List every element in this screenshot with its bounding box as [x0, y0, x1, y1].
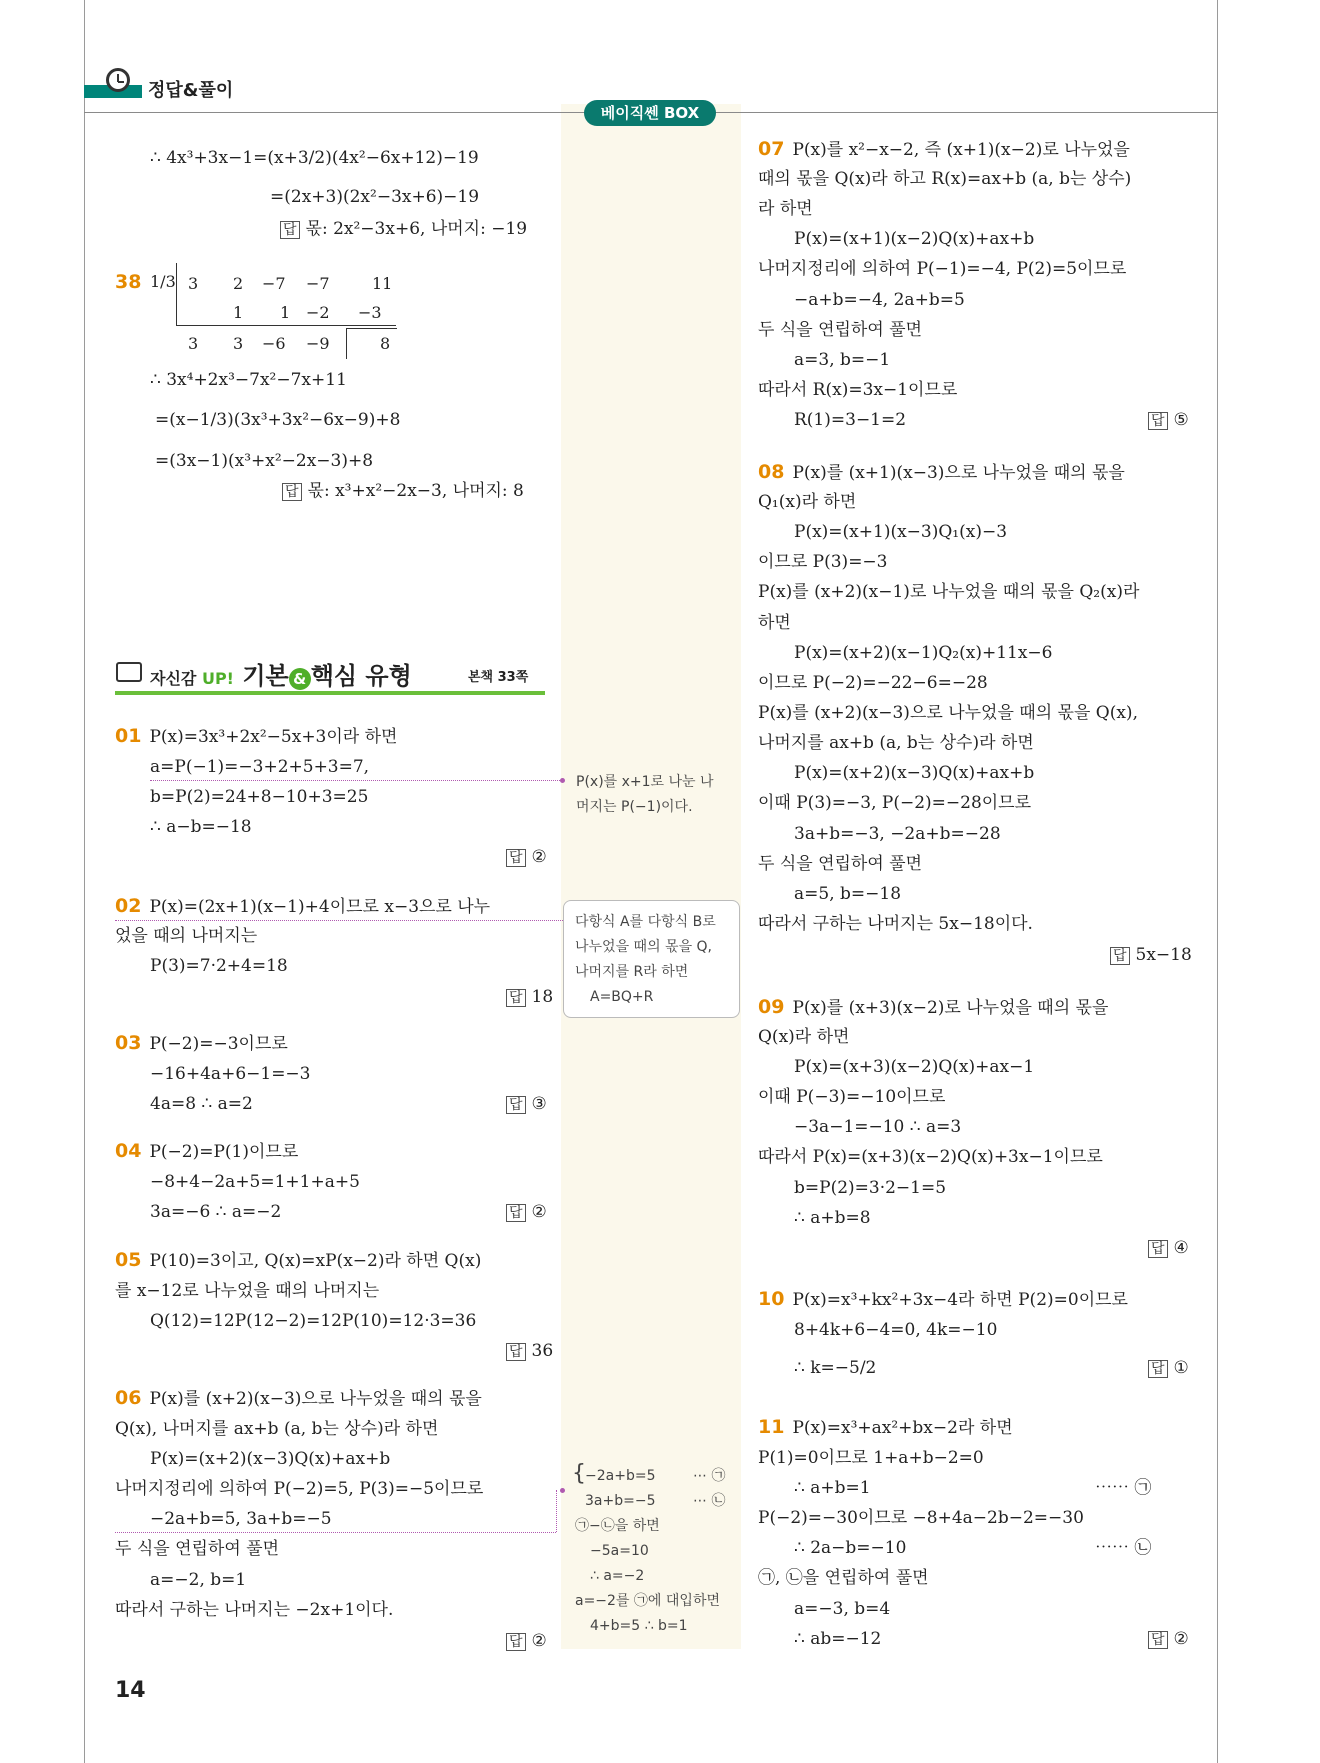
p01-line4: ∴ a−b=−18 [150, 817, 252, 837]
p06-line6: 두 식을 연립하여 풀면 [115, 1539, 280, 1559]
p37-answer: 답 몫: 2x²−3x+6, 나머지: −19 [280, 218, 527, 241]
answer-icon: 답 [506, 1096, 526, 1114]
brace-icon: { [572, 1461, 586, 1486]
p06-line4: 나머지정리에 의하여 P(−2)=5, P(3)=−5이므로 [115, 1479, 484, 1499]
p07-line4: P(x)=(x+1)(x−2)Q(x)+ax+b [794, 229, 1035, 249]
p38-line2: =(x−1/3)(3x³+3x²−6x−9)+8 [155, 410, 401, 430]
note3-eq1: −2a+b=5 [585, 1468, 656, 1484]
p06-line1: 06 P(x)를 (x+2)(x−3)으로 나누었을 때의 몫을 [115, 1387, 482, 1409]
p11-line7: a=−3, b=4 [794, 1599, 891, 1619]
syn-vertical-rule [176, 263, 177, 325]
p04-answer: 답 ② [506, 1201, 547, 1224]
note2-line3: 나머지를 R라 하면 [575, 964, 689, 980]
p08-line3: P(x)=(x+1)(x−3)Q₁(x)−3 [794, 522, 1008, 542]
p05-answer: 답 36 [506, 1340, 553, 1363]
p11-line3: ∴ a+b=1 [794, 1478, 871, 1498]
p07-line6: −a+b=−4, 2a+b=5 [794, 290, 965, 310]
p11-line6: ㉠, ㉡을 연립하여 풀면 [758, 1568, 929, 1588]
note2-line4: A=BQ+R [590, 989, 654, 1005]
megaphone-icon [116, 662, 142, 682]
note1-leader [150, 780, 560, 782]
p08-line10: 나머지를 ax+b (a, b는 상수)라 하면 [758, 733, 1034, 753]
note3-line3: ㉠−㉡을 하면 [575, 1518, 660, 1534]
answer-icon: 답 [282, 483, 302, 501]
p02-line3: P(3)=7·2+4=18 [150, 956, 288, 976]
p01-answer: 답 ② [506, 846, 547, 869]
p07-line9: 따라서 R(x)=3x−1이므로 [758, 380, 958, 400]
answer-icon: 답 [506, 1633, 526, 1651]
answer-icon: 답 [1148, 412, 1168, 430]
p07-line5: 나머지정리에 의하여 P(−1)=−4, P(2)=5이므로 [758, 259, 1127, 279]
p09-answer: 답 ④ [1148, 1237, 1189, 1260]
p11-line5: ∴ 2a−b=−10 [794, 1538, 907, 1558]
syn-row2-c1: 1 [233, 303, 244, 322]
p10-line1: 10 P(x)=x³+kx²+3x−4라 하면 P(2)=0이므로 [758, 1288, 1128, 1310]
p37-line2: =(2x+3)(2x²−3x+6)−19 [270, 187, 480, 207]
section-reference: 본책 33쪽 [468, 670, 529, 685]
p10-line2: 8+4k+6−4=0, 4k=−10 [794, 1320, 998, 1340]
p11-tag1: ⋯⋯ ㉠ [1095, 1478, 1152, 1498]
p08-line6: 하면 [758, 613, 791, 633]
p04-line1: 04 P(−2)=P(1)이므로 [115, 1140, 299, 1162]
note3-line6: a=−2를 ㉠에 대입하면 [575, 1593, 720, 1609]
p03-line2: −16+4a+6−1=−3 [150, 1064, 311, 1084]
p09-line5: −3a−1=−10 ∴ a=3 [794, 1117, 962, 1137]
note3-leader-h [115, 1532, 556, 1534]
page-number: 14 [115, 1678, 146, 1703]
syn-row3-c5: 8 [380, 334, 391, 353]
note3-dot [560, 1488, 565, 1493]
p09-line3: P(x)=(x+3)(x−2)Q(x)+ax−1 [794, 1057, 1035, 1077]
syn-horizontal-rule [176, 325, 396, 326]
clock-icon [106, 68, 130, 92]
syn-row3-c1: 3 [188, 334, 199, 353]
p05-line3: Q(12)=12P(12−2)=12P(10)=12·3=36 [150, 1311, 477, 1331]
answer-icon: 답 [280, 221, 300, 239]
p08-line7: P(x)=(x+2)(x−1)Q₂(x)+11x−6 [794, 643, 1053, 663]
p03-answer: 답 ③ [506, 1093, 547, 1116]
p08-line11: P(x)=(x+2)(x−3)Q(x)+ax+b [794, 763, 1035, 783]
p09-line4: 이때 P(−3)=−10이므로 [758, 1087, 946, 1107]
note3-line7: 4+b=5 ∴ b=1 [590, 1618, 688, 1634]
syn-row1-c1: 3 [188, 274, 199, 293]
syn-row3-c3: −6 [262, 334, 286, 353]
p09-line6: 따라서 P(x)=(x+3)(x−2)Q(x)+3x−1이므로 [758, 1147, 1103, 1167]
p02-answer: 답 18 [506, 986, 553, 1009]
p11-answer: 답 ② [1148, 1628, 1189, 1651]
syn-row1-c3: −7 [262, 274, 286, 293]
p05-line2: 를 x−12로 나누었을 때의 나머지는 [115, 1281, 380, 1301]
band-label: 베이직쎈 BOX [584, 100, 716, 126]
p07-line2: 때의 몫을 Q(x)라 하고 R(x)=ax+b (a, b는 상수) [758, 169, 1132, 189]
note3-line4: −5a=10 [590, 1543, 649, 1559]
p11-line2: P(1)=0이므로 1+a+b−2=0 [758, 1448, 984, 1468]
p37-line1: ∴ 4x³+3x−1=(x+3/2)(4x²−6x+12)−19 [150, 148, 479, 168]
p02-line1: 02 P(x)=(2x+1)(x−1)+4이므로 x−3으로 나누 [115, 895, 491, 917]
p08-line13: 3a+b=−3, −2a+b=−28 [794, 824, 1001, 844]
p06-line8: 따라서 구하는 나머지는 −2x+1이다. [115, 1600, 394, 1620]
note2-line1: 다항식 A를 다항식 B로 [575, 914, 716, 930]
p38-answer: 답 몫: x³+x²−2x−3, 나머지: 8 [282, 480, 524, 503]
p10-answer: 답 ① [1148, 1357, 1189, 1380]
answer-icon: 답 [506, 1343, 526, 1361]
section-underline [115, 691, 545, 695]
p09-line7: b=P(2)=3·2−1=5 [794, 1178, 947, 1198]
note3-line5: ∴ a=−2 [590, 1568, 645, 1584]
p01-line3: b=P(2)=24+8−10+3=25 [150, 787, 369, 807]
note1-line1: P(x)를 x+1로 나눈 나 [576, 774, 714, 790]
p11-line4: P(−2)=−30이므로 −8+4a−2b−2=−30 [758, 1508, 1084, 1528]
p09-line2: Q(x)라 하면 [758, 1027, 850, 1047]
p06-line3: P(x)=(x+2)(x−3)Q(x)+ax+b [150, 1449, 391, 1469]
p08-line15: a=5, b=−18 [794, 884, 902, 904]
p07-line1: 07 P(x)를 x²−x−2, 즉 (x+1)(x−2)로 나누었을 [758, 138, 1130, 160]
p08-line9: P(x)를 (x+2)(x−3)으로 나누었을 때의 몫을 Q(x), [758, 703, 1138, 723]
p07-line8: a=3, b=−1 [794, 350, 891, 370]
p38-line3: =(3x−1)(x³+x²−2x−3)+8 [155, 451, 374, 471]
p08-line1: 08 P(x)를 (x+1)(x−3)으로 나누었을 때의 몫을 [758, 461, 1125, 483]
p06-line7: a=−2, b=1 [150, 1570, 247, 1590]
header-title: 정답&풀이 [148, 80, 234, 101]
answer-icon: 답 [506, 1204, 526, 1222]
answer-icon: 답 [1148, 1240, 1168, 1258]
p04-line2: −8+4−2a+5=1+1+a+5 [150, 1172, 360, 1192]
syn-row1-c2: 2 [233, 274, 244, 293]
note1-dot [560, 778, 565, 783]
p01-line2: a=P(−1)=−3+2+5+3=7, [150, 757, 370, 777]
syn-divisor: 1/3 [150, 272, 176, 291]
p06-line5: −2a+b=5, 3a+b=−5 [150, 1509, 332, 1529]
p08-line4: 이므로 P(3)=−3 [758, 552, 888, 572]
syn-row3-c4: −9 [306, 334, 330, 353]
p11-line8: ∴ ab=−12 [794, 1629, 882, 1649]
p05-line1: 05 P(10)=3이고, Q(x)=xP(x−2)라 하면 Q(x) [115, 1249, 482, 1271]
answer-icon: 답 [1148, 1360, 1168, 1378]
note2-leader [115, 920, 563, 922]
p08-line5: P(x)를 (x+2)(x−1)로 나누었을 때의 몫을 Q₂(x)라 [758, 582, 1140, 602]
syn-row3-c2: 3 [233, 334, 244, 353]
p38-number: 38 [115, 271, 142, 293]
p07-line7: 두 식을 연립하여 풀면 [758, 320, 923, 340]
note3-leader-v [556, 1490, 558, 1532]
p06-answer: 답 ② [506, 1630, 547, 1653]
note2-line2: 나누었을 때의 몫을 Q, [575, 939, 713, 955]
note1-line2: 머지는 P(−1)이다. [576, 799, 693, 815]
answer-icon: 답 [506, 989, 526, 1007]
p02-line2: 었을 때의 나머지는 [115, 926, 258, 946]
p04-line3: 3a=−6 ∴ a=−2 [150, 1202, 282, 1222]
p11-line1: 11 P(x)=x³+ax²+bx−2라 하면 [758, 1416, 1013, 1438]
p01-line1: 01 P(x)=3x³+2x²−5x+3이라 하면 [115, 725, 398, 747]
p38-line1: ∴ 3x⁴+2x³−7x²−7x+11 [150, 370, 347, 390]
answer-icon: 답 [1110, 947, 1130, 965]
p08-line12: 이때 P(3)=−3, P(−2)=−28이므로 [758, 793, 1032, 813]
p08-answer: 답 5x−18 [1110, 944, 1192, 967]
p07-answer: 답 ⑤ [1148, 409, 1189, 432]
syn-row2-c4: −3 [358, 303, 382, 322]
p06-line2: Q(x), 나머지를 ax+b (a, b는 상수)라 하면 [115, 1419, 439, 1439]
note3-tag1: ⋯ ㉠ [693, 1468, 726, 1484]
syn-row1-c4: −7 [306, 274, 330, 293]
side-note-band [561, 104, 741, 1649]
page-frame-right [1217, 0, 1218, 1763]
syn-row2-c3: −2 [306, 303, 330, 322]
note3-tag2: ⋯ ㉡ [693, 1493, 726, 1509]
section-title: 자신감 UP! 기본 & 핵심 유형 [150, 662, 412, 690]
p08-line2: Q₁(x)라 하면 [758, 492, 857, 512]
p08-line14: 두 식을 연립하여 풀면 [758, 854, 923, 874]
p08-line8: 이므로 P(−2)=−22−6=−28 [758, 673, 988, 693]
page-frame-left [84, 0, 85, 1763]
note3-eq2: 3a+b=−5 [585, 1493, 656, 1509]
p08-line16: 따라서 구하는 나머지는 5x−18이다. [758, 914, 1033, 934]
answer-icon: 답 [1148, 1631, 1168, 1649]
p09-line1: 09 P(x)를 (x+3)(x−2)로 나누었을 때의 몫을 [758, 996, 1109, 1018]
p11-tag2: ⋯⋯ ㉡ [1095, 1538, 1152, 1558]
p03-line3: 4a=8 ∴ a=2 [150, 1094, 253, 1114]
p10-line3: ∴ k=−5/2 [794, 1358, 877, 1378]
p07-line10: R(1)=3−1=2 [794, 410, 907, 430]
syn-row2-c2: 1 [280, 303, 291, 322]
p09-line8: ∴ a+b=8 [794, 1208, 871, 1228]
p03-line1: 03 P(−2)=−3이므로 [115, 1032, 288, 1054]
answer-icon: 답 [506, 849, 526, 867]
syn-row1-c5: 11 [372, 274, 393, 293]
p07-line3: 라 하면 [758, 199, 813, 219]
